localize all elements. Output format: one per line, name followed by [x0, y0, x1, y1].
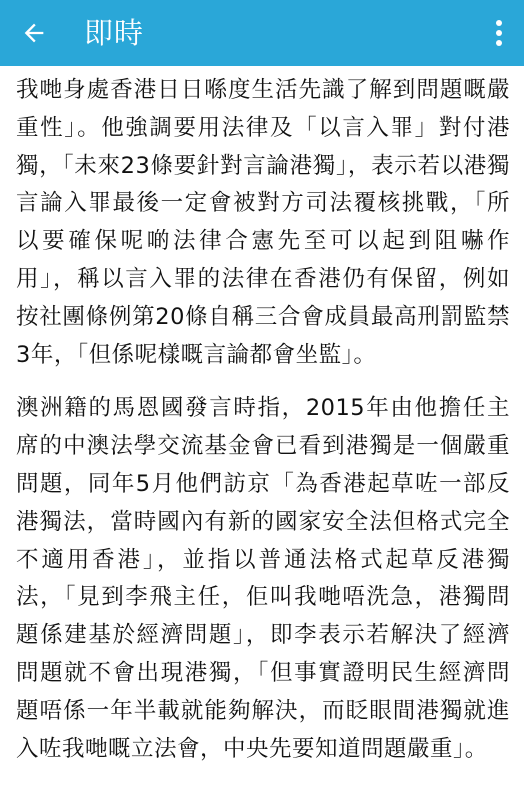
article-paragraph: 澳洲籍的馬恩國發言時指，2015年由他擔任主席的中澳法學交流基金會已看到港獨是一個嚴重問題，同年5月他們訪京「為香港起草咗一部反港獨法，當時國內有新的國家安全法但格式完全不適用香港」，並指以普通法格式起草反港獨法，「見到李飛主任，佢叫我哋唔洗急，港獨問題係建基於經濟問題」，即李表示若解決了經濟問題就不會出現港獨，「但事實證明民生經濟問題唔係一年半載就能夠解決，而眨眼間港獨就進入咗我哋嘅立法會，中央先要知道問題嚴重」。 [16, 395, 510, 762]
article-body[interactable] [0, 66, 524, 800]
page-title: 即時 [84, 16, 145, 50]
app-bar [0, 0, 524, 66]
overflow-menu-button[interactable] [490, 17, 508, 49]
back-button[interactable] [14, 13, 54, 53]
article-paragraph: 我哋身處香港日日喺度生活先識了解到問題嘅嚴重性」。他強調要用法律及「以言入罪」對付港獨，「未來23條要針對言論港獨」，表示若以港獨言論入罪最後一定會被對方司法覆核挑戰，「所以要確保呢啲法律合憲先至可以起到阻嚇作用」，稱以言入罪的法律在香港仍有保留，例如按社團條例第20條自稱三合會成員最高刑罰監禁3年，「但係呢樣嘅言論都會坐監」。 [16, 77, 510, 368]
more-vert-icon [495, 19, 503, 47]
arrow-back-icon [20, 19, 48, 47]
